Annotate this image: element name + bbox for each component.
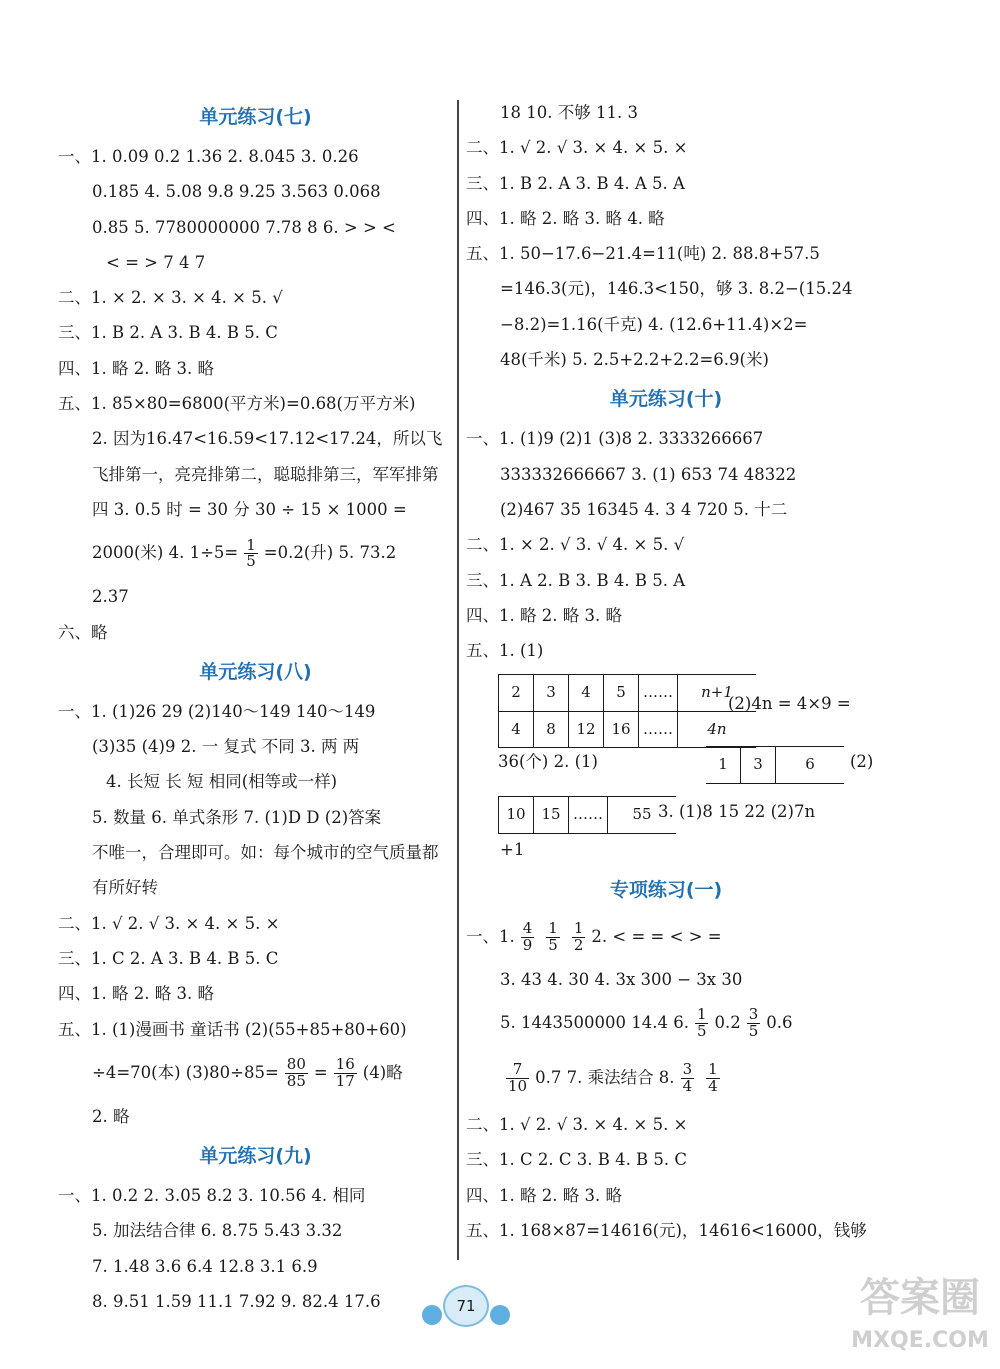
table-cell: n+1 [678, 675, 757, 711]
answer-line: 5. 加法结合律 6. 8.75 5.43 3.32 [92, 1221, 343, 1241]
answer-line: 三、1. A 2. B 3. B 4. B 5. A [466, 570, 686, 590]
fraction [695, 1007, 709, 1040]
answer-text: ÷4=70(本) (3)80÷85= [92, 1062, 279, 1082]
answer-text: 36(个) 2. (1) [498, 752, 598, 772]
answer-line: 2.37 [92, 587, 129, 607]
decorative-bubble [490, 1305, 510, 1325]
answer-line: 0.85 5. 7780000000 7.78 8 6. > > < [92, 217, 396, 237]
answer-line-with-fraction [466, 1049, 866, 1107]
answer-line: 五、1. 50−17.6−21.4=11(吨) 2. 88.8+57.5 [466, 244, 820, 264]
answer-text: 5. 1443500000 14.4 6. [500, 1013, 689, 1033]
denominator: 2 [573, 935, 584, 954]
column-divider [457, 100, 459, 1260]
answer-text: (4)略 [362, 1062, 403, 1082]
answer-line: 五、1. (1) [466, 641, 544, 661]
numerator: 1 [696, 1005, 707, 1024]
answer-line: 飞排第一，亮亮排第二，聪聪排第三，军军排第 [92, 464, 439, 484]
table-cell: 15 [534, 797, 569, 833]
answer-line: 四、1. 略 2. 略 3. 略 [466, 1185, 622, 1205]
table-cell: …… [569, 797, 608, 833]
answer-line: 二、1. √ 2. √ 3. × 4. × 5. × [466, 138, 688, 158]
table-cell: 12 [569, 711, 604, 747]
answer-line: 333332666667 3. (1) 653 74 48322 [500, 464, 797, 484]
watermark-logo [845, 1270, 995, 1365]
denominator: 9 [522, 935, 533, 954]
fraction [244, 535, 258, 571]
answer-line: 四、1. 略 2. 略 3. 略 [58, 358, 214, 378]
table-cell: 4n [678, 711, 757, 747]
answer-line: 四、1. 略 2. 略 3. 略 [58, 984, 214, 1004]
section-title-special1: 专项练习(一) [609, 878, 723, 901]
answer-line: 8. 9.51 1.59 11.1 7.92 9. 82.4 17.6 [92, 1292, 381, 1312]
answer-line: 7. 1.48 3.6 6.4 12.8 3.1 6.9 [92, 1256, 318, 1276]
answer-line: 0.185 4. 5.08 9.8 9.25 3.563 0.068 [92, 182, 381, 202]
denominator: 5 [748, 1022, 759, 1041]
answer-line: 五、1. 168×87=14616(元)，14616<16000，钱够 [466, 1220, 867, 1240]
numerator: 7 [506, 1062, 529, 1079]
answer-line: 一、1. 0.2 2. 3.05 8.2 3. 10.56 4. 相同 [58, 1186, 366, 1206]
table-row [706, 747, 844, 783]
denominator: 4 [708, 1077, 718, 1096]
denominator: 10 [508, 1077, 528, 1096]
denominator: 4 [682, 1077, 693, 1096]
answer-line: 一、1. 0.09 0.2 1.36 2. 8.045 3. 0.26 [58, 147, 359, 166]
section-title-unit7: 单元练习(七) [199, 106, 312, 128]
table-cell: 55 [608, 797, 677, 833]
fraction [706, 1062, 720, 1095]
answer-line-with-fraction [466, 997, 866, 1049]
table-row [499, 797, 677, 833]
sequence-table-2 [706, 746, 844, 783]
denominator: 85 [286, 1071, 306, 1090]
answer-line: 二、1. √ 2. √ 3. × 4. × 5. × [466, 1115, 688, 1135]
numerator: 16 [335, 1055, 355, 1074]
table-cell: 4 [569, 675, 604, 711]
answer-line: 二、1. × 2. × 3. × 4. × 5. √ [58, 288, 283, 308]
numerator: 80 [286, 1055, 306, 1074]
answer-text: 3. (1)8 15 22 (2)7n [658, 802, 816, 822]
answer-text: 0.7 7. 乘法结合 8. [535, 1068, 675, 1088]
answer-line: (2)467 35 16345 4. 3 4 720 5. 十二 [500, 499, 788, 519]
table-row [499, 675, 757, 711]
fraction [521, 921, 535, 954]
table-cell: 2 [499, 675, 534, 711]
answer-line: 五、1. (1)漫画书 童话书 (2)(55+85+80+60) [58, 1019, 407, 1039]
numerator: 1 [573, 919, 584, 937]
answer-line: 3. 43 4. 30 4. 3x 300 − 3x 30 [500, 969, 743, 989]
answer-line: 六、略 [58, 622, 108, 642]
answer-line: 有所好转 [92, 878, 158, 898]
answer-line: 二、1. √ 2. √ 3. × 4. × 5. × [58, 913, 280, 933]
section-title-unit8: 单元练习(八) [199, 660, 312, 683]
watermark-text: 答案圈 [860, 1275, 980, 1321]
answer-line: 四、1. 略 2. 略 3. 略 4. 略 [466, 208, 665, 228]
answer-line: 二、1. × 2. √ 3. √ 4. × 5. √ [466, 535, 685, 555]
answer-line: 一、1. (1)9 (2)1 (3)8 2. 3333266667 [466, 429, 764, 449]
table-block-2 [466, 740, 874, 786]
table-cell: 1 [706, 747, 741, 783]
fraction [334, 1057, 357, 1090]
sequence-table-3 [498, 796, 676, 833]
section-title-unit9: 单元练习(九) [199, 1145, 312, 1168]
answer-line: 48(千米) 5. 2.5+2.2+2.2=6.9(米) [500, 350, 769, 370]
fraction [506, 1062, 529, 1095]
answer-line: 一、1. (1)26 29 (2)140～149 140～149 [58, 701, 376, 721]
decorative-bubble [422, 1305, 442, 1325]
answer-line: 三、1. B 2. A 3. B 4. A 5. A [466, 173, 685, 193]
answer-line: 三、1. C 2. C 3. B 4. B 5. C [466, 1150, 688, 1170]
numerator: 3 [682, 1060, 693, 1079]
table-cell: 4 [499, 711, 534, 747]
table-block-3 [466, 786, 866, 832]
answer-line: < = > 7 4 7 [106, 252, 206, 272]
table-block-1 [466, 668, 866, 740]
answer-line: 不唯一，合理即可。如：每个城市的空气质量都 [92, 843, 439, 863]
answer-line: 三、1. B 2. A 3. B 4. B 5. C [58, 323, 278, 343]
answer-line: =146.3(元)，146.3<150，够 3. 8.2−(15.24 [500, 279, 853, 299]
sequence-table [498, 674, 756, 748]
fraction [572, 921, 586, 954]
answer-line: (3)35 (4)9 2. 一 复式 不同 3. 两 两 [92, 737, 360, 757]
answer-text: 0.2 [714, 1013, 741, 1033]
page-number-badge [420, 1285, 510, 1329]
fraction [747, 1007, 761, 1040]
table-cell: 10 [499, 797, 534, 833]
left-column [58, 95, 453, 1319]
table-cell: …… [639, 675, 678, 711]
answer-line: 五、1. 85×80=6800(平方米)=0.68(万平方米) [58, 394, 416, 414]
answer-text: 2000(米) 4. 1÷5= [92, 543, 239, 563]
numerator: 3 [748, 1005, 759, 1024]
table-cell: 3 [741, 747, 776, 783]
answer-line: 三、1. C 2. A 3. B 4. B 5. C [58, 948, 279, 968]
answer-line: 2. 略 [92, 1106, 130, 1126]
right-column [466, 95, 874, 1248]
answer-line-with-fraction: ÷4=70(本) (3)80÷85= $\frac{80}{85}$ = $\frac{16}{17}$ (4)略 [92, 1055, 403, 1090]
denominator: 17 [335, 1071, 355, 1090]
table-cell: 8 [534, 711, 569, 747]
watermark-url: MXQE.COM [851, 1328, 989, 1353]
answer-line: 四、1. 略 2. 略 3. 略 [466, 605, 622, 625]
answer-line-with-fraction [58, 527, 453, 579]
fraction [546, 921, 560, 954]
table-cell: 5 [604, 675, 639, 711]
answer-text: 0.6 [766, 1013, 793, 1033]
numerator: 1 [246, 535, 256, 554]
answer-line: 2. 因为16.47<16.59<17.12<17.24，所以飞 [92, 429, 443, 449]
denominator: 5 [548, 935, 558, 954]
answer-line-with-fraction [466, 912, 866, 962]
denominator: 5 [696, 1022, 707, 1041]
table-cell: 16 [604, 711, 639, 747]
answer-text: (2)4n = 4×9 = [728, 694, 851, 714]
table-cell: …… [639, 711, 678, 747]
denominator: 5 [246, 552, 256, 571]
section-title-unit10: 单元练习(十) [609, 388, 723, 411]
answer-line: 18 10. 不够 11. 3 [500, 103, 638, 122]
answer-text: 2. < = = < > = [591, 926, 722, 946]
fraction [285, 1057, 308, 1090]
answer-line: 4. 长短 长 短 相同(相等或一样) [106, 772, 338, 792]
answer-line: 四 3. 0.5 时 = 30 分 30 ÷ 15 × 1000 = [92, 499, 407, 519]
answer-text: 一、1. [466, 926, 515, 946]
numerator: 4 [522, 919, 533, 937]
table-cell: 6 [776, 747, 845, 783]
answer-line: +1 [500, 840, 525, 860]
table-cell: 3 [534, 675, 569, 711]
answer-line: 5. 数量 6. 单式条形 7. (1)D D (2)答案 [92, 807, 382, 827]
answer-line: −8.2)=1.16(千克) 4. (12.6+11.4)×2= [500, 314, 808, 334]
answer-text: (2) [850, 752, 874, 772]
numerator: 1 [548, 919, 558, 937]
numerator: 1 [708, 1060, 718, 1079]
answer-text: =0.2(升) 5. 73.2 [263, 543, 397, 563]
fraction [681, 1062, 695, 1095]
page-number: 71 [443, 1285, 489, 1327]
